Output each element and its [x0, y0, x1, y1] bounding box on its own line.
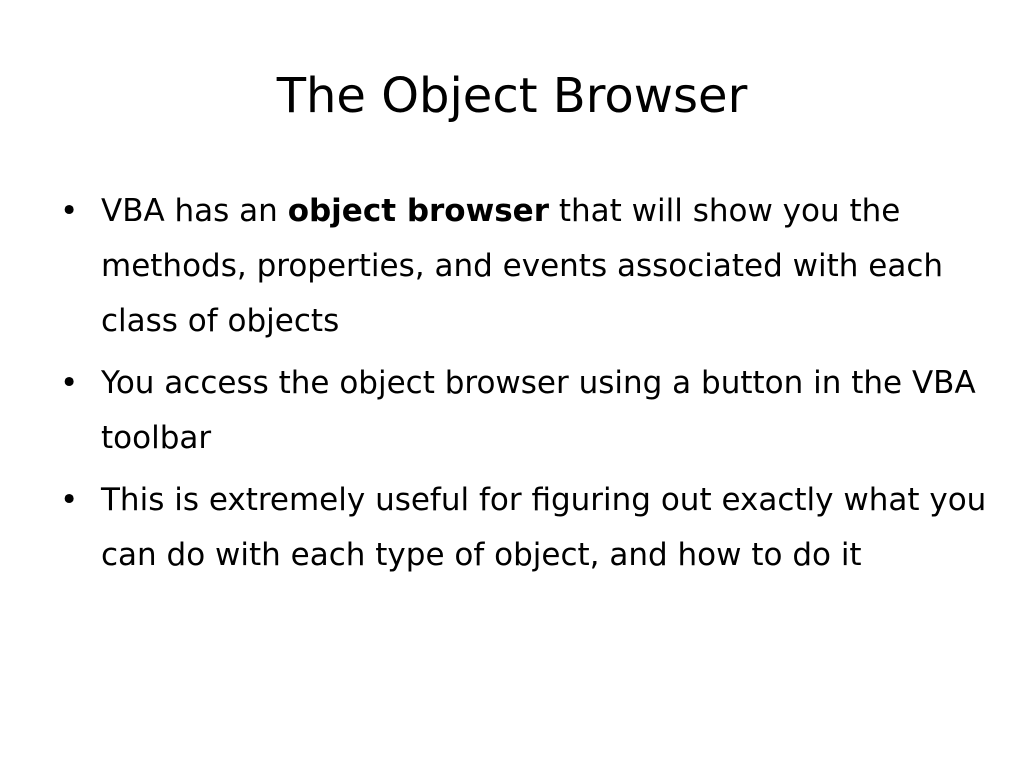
bullet-dot-icon: •	[60, 193, 79, 229]
bullet-1-text-start: VBA has an	[101, 193, 288, 229]
bullet-list	[55, 184, 990, 590]
bullet-item-1	[55, 184, 990, 349]
slide-title: The Object Browser	[276, 68, 748, 124]
bullet-1-bold-term: object browser	[287, 193, 549, 229]
bullet-dot-icon: •	[60, 482, 79, 518]
bullet-item-2	[55, 356, 990, 466]
bullet-3-text: This is extremely useful for figuring out exactly what you can do with each type of object, and how to do it	[101, 482, 987, 573]
bullet-1-text-end: that will show you the methods, properties, and events associated with each class of objects	[101, 193, 944, 339]
bullet-dot-icon: •	[60, 365, 79, 401]
bullet-2-text: You access the object browser using a button in the VBA toolbar	[101, 365, 976, 456]
bullet-item-3	[55, 473, 990, 583]
